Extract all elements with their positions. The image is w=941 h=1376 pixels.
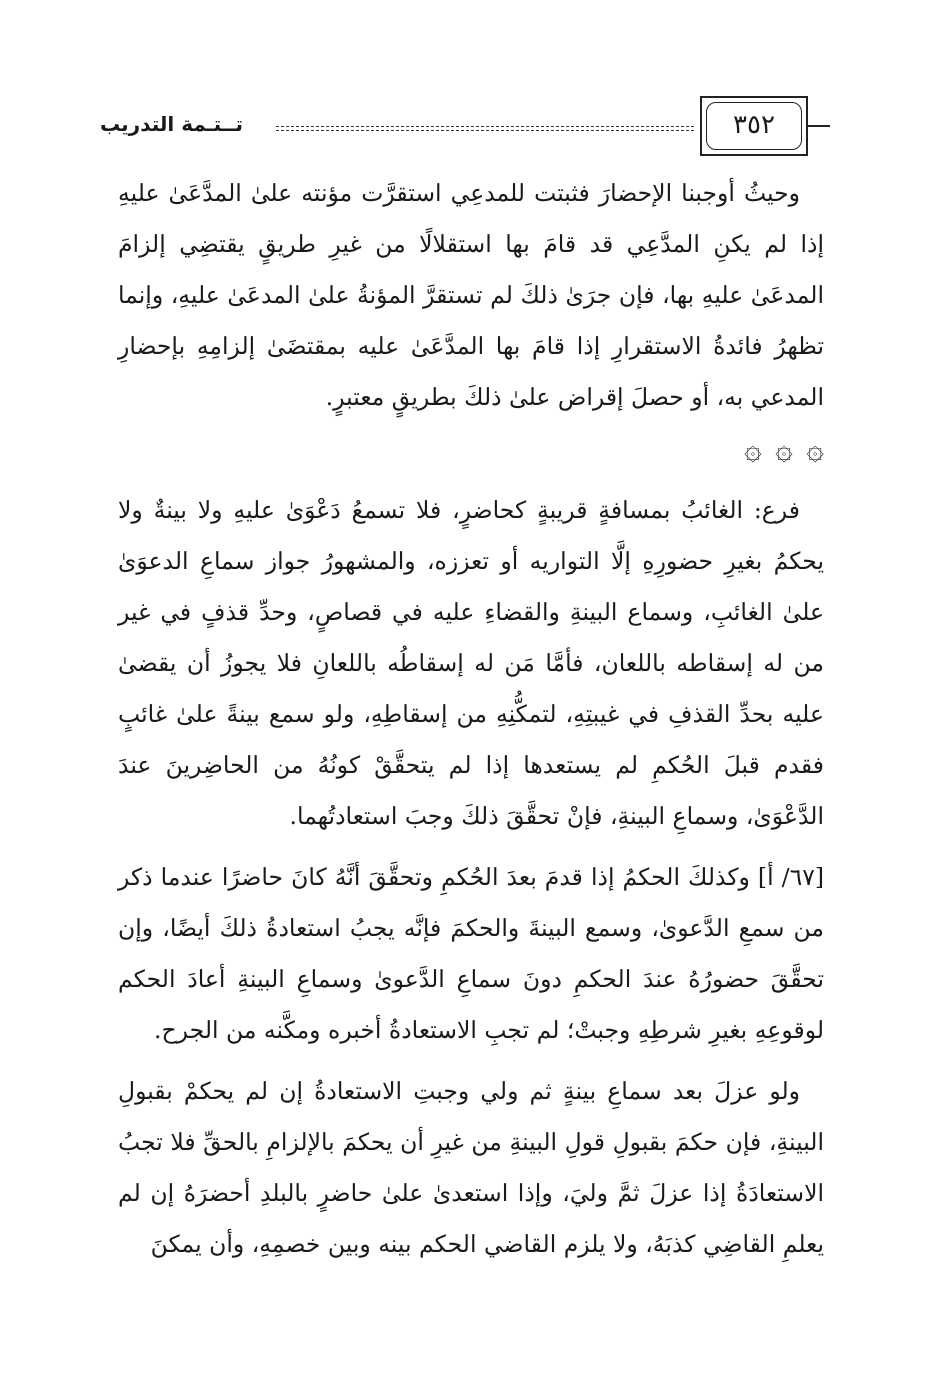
ornament-icon: ۞ <box>744 432 762 467</box>
paragraph: فرع: الغائبُ بمسافةٍ قريبةٍ كحاضرٍ، فلا تسمعُ دَعْوَىٰ عليهِ ولا بينةٌ ولا يحكمُ بغيرِ حضورِهِ إلَّا التواريه أو تعززه، والمشهورُ جواز سماعِ الدعوَىٰ علىٰ الغائبِ، وسماع البينةِ والقضاءِ عليه في قصاصٍ، وحدِّ قذفٍ في غير من له إسقاطه باللعان، فأمَّا مَن له إسقاطُه باللعانِ فلا يجوزُ أن يقضىٰ عليه بحدِّ القذفِ في غيبتِهِ، لتمكُّنِهِ من إسقاطِهِ، ولو سمع بينةً علىٰ غائبٍ فقدم قبلَ الحُكمِ لم يستعدها إذا لم يتحقَّقْ كونُهُ من الحاضِرينَ عندَ الدَّعْوَىٰ، وسماعِ البينةِ، فإنْ تحقَّقَ ذلكَ وجبَ استعادتُهما. <box>118 496 824 830</box>
page-body <box>118 168 824 1270</box>
page-header <box>100 96 830 158</box>
paragraph: ولو عزلَ بعد سماعِ بينةٍ ثم ولي وجبتِ الاستعادةُ إن لم يحكمْ بقبولِ البينةِ، فإن حكمَ بقبولِ قولِ البينةِ من غيرِ أن يحكمَ بالإلزامِ بالحقِّ فلا تجبُ الاستعادَةُ إذا عزلَ ثمَّ وليَ، وإذا استعدىٰ علىٰ حاضرٍ بالبلدِ أحضرَهُ إن لم يعلمِ القاضِي كذبَهُ، ولا يلزم القاضي الحكم بينه وبين خصمِهِ، وأن يمكنَ <box>118 1077 824 1258</box>
paragraph: [٦٧/ أ] وكذلكَ الحكمُ إذا قدمَ بعدَ الحُكمِ وتحقَّقَ أنَّهُ كانَ حاضرًا عندما ذكر من سمعِ الدَّعوىٰ، وسمع البينةَ والحكمَ فإنَّه يجبُ استعادةُ ذلكَ أيضًا، وإن تحقَّقَ حضورُهُ عندَ الحكمِ دونَ سماعِ الدَّعوىٰ وسماعِ البينةِ أعادَ الحكم لوقوعِهِ بغيرِ شرطِهِ وجبتْ؛ لم تجبِ الاستعادةُ أخبره ومكَّنه من الجرح. <box>118 863 824 1044</box>
page-number-frame <box>700 96 808 156</box>
header-rule-end <box>806 125 830 127</box>
paragraph: وحيثُ أوجبنا الإحضارَ فثبتت للمدعِي استقرَّت مؤنته علىٰ المدَّعَىٰ عليهِ إذا لم يكنِ المدَّعِي قد قامَ بها استقلالًا من غيرِ طريقٍ يقتضِي إلزامَ المدعَىٰ عليهِ بها، فإن جرَىٰ ذلكَ لم تستقرَّ المؤنةُ علىٰ المدعَىٰ عليهِ، وإنما تظهرُ فائدةُ الاستقرارِ إذا قامَ بها المدَّعَىٰ عليه بمقتضَىٰ إلزامِهِ بإحضارِ المدعي به، أو حصلَ إقراض علىٰ ذلكَ بطريقٍ معتبرٍ. <box>118 179 824 411</box>
section-separator <box>118 427 824 483</box>
header-rule <box>276 126 694 127</box>
page-number: ٣٥٢ <box>733 110 775 140</box>
ornament-icon: ۞ <box>806 432 824 467</box>
running-title: تــتـمة التدريب <box>100 112 243 136</box>
ornament-icon: ۞ <box>775 432 793 467</box>
